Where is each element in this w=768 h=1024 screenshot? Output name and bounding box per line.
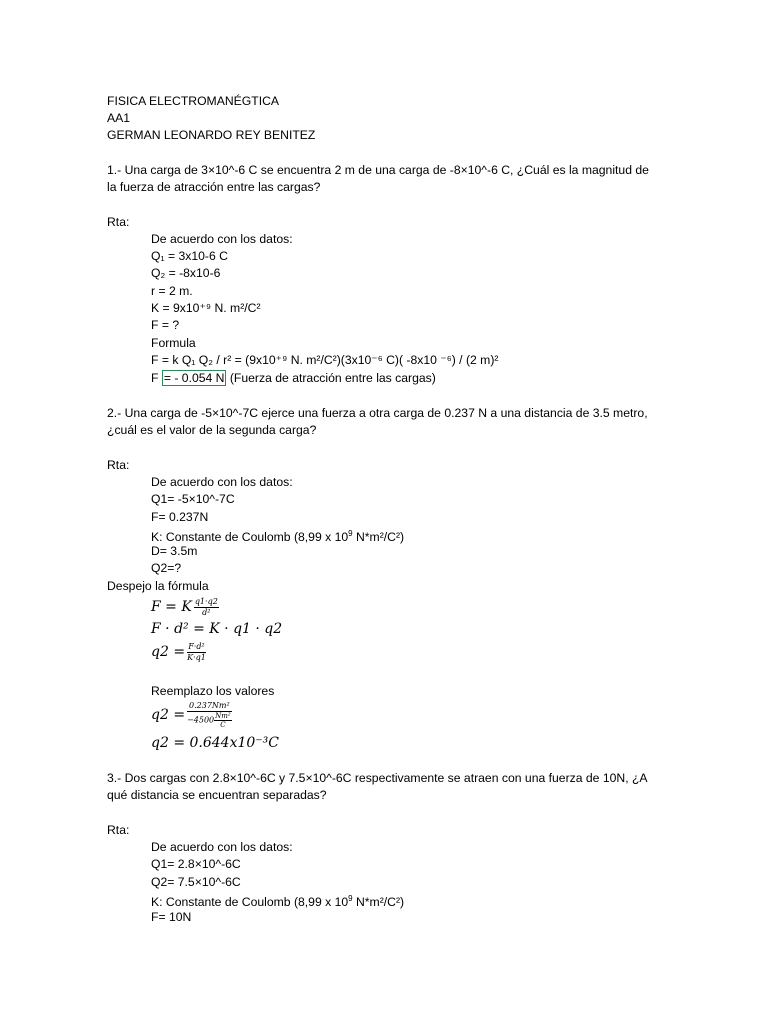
p2-d: D= 3.5m	[151, 544, 198, 558]
p2-eq4-den-prefix: −4500	[187, 715, 215, 725]
p2-question-line2: ¿cuál es el valor de la segunda carga?	[107, 423, 317, 437]
p2-eq1-den: d²	[202, 607, 211, 617]
p1-result-value: = - 0.054 N	[163, 371, 225, 385]
p1-f: F = ?	[151, 318, 180, 332]
p3-k-end: N*m²/C²)	[352, 895, 405, 909]
p2-q1: Q1= -5×10^-7C	[151, 492, 235, 506]
p1-intro: De acuerdo con los datos:	[151, 232, 293, 246]
p1-q1: Q₁ = 3x10-6 C	[151, 249, 228, 263]
p2-k-end: N*m²/C²)	[352, 530, 405, 544]
p2-eq4-lhs: q2 =	[151, 707, 186, 723]
p3-rta: Rta:	[107, 823, 130, 837]
p2-eq2: F · d² = K · q1 · q2	[151, 621, 283, 637]
p3-k	[151, 891, 404, 910]
p3-question-line2: qué distancia se encuentran separadas?	[107, 788, 327, 802]
p2-eq1-fraction	[194, 597, 219, 618]
p2-eq1	[151, 596, 219, 618]
p1-result-prefix: F	[151, 371, 162, 385]
p3-q1: Q1= 2.8×10^-6C	[151, 857, 241, 871]
p1-result-note: (Fuerza de atracción entre las cargas)	[226, 371, 436, 385]
p2-k-text: K: Constante de Coulomb (8,99 x 10	[151, 530, 349, 544]
p2-eq3-num: F·d²	[188, 641, 205, 651]
p2-eq3-fraction	[187, 642, 206, 663]
p1-k: K = 9x10⁺⁹ N. m²/C²	[151, 301, 261, 315]
p3-q2: Q2= 7.5×10^-6C	[151, 875, 241, 889]
p2-reemplazo: Reemplazo los valores	[151, 684, 275, 698]
p2-eq4-den	[187, 712, 232, 729]
p1-formula-label: Formula	[151, 336, 196, 350]
p2-k-exp: 9	[348, 529, 353, 538]
p2-eq1-lhs: F = K	[151, 599, 192, 615]
p1-r: r = 2 m.	[151, 284, 193, 298]
p1-q2: Q₂ = -8x10-6	[151, 266, 221, 280]
p2-eq3-lhs: q2 =	[151, 644, 186, 660]
p3-question-line1: 3.- Dos cargas con 2.8×10^-6C y 7.5×10^-6C respectivamente se atraen con una fuerza de 10N, ¿A	[107, 771, 648, 785]
p2-eq4	[151, 701, 232, 729]
author-name: GERMAN LEONARDO REY BENITEZ	[107, 128, 316, 142]
p3-k-text: K: Constante de Coulomb (8,99 x 10	[151, 895, 349, 909]
p1-question-line1: 1.- Una carga de 3×10^-6 C se encuentra 2 m de una carga de -8×10^-6 C, ¿Cuál es la magnitud de	[107, 163, 649, 177]
p2-eq4-den-den: C	[220, 721, 226, 729]
p2-intro: De acuerdo con los datos:	[151, 475, 293, 489]
p2-eq1-num: q1·q2	[194, 596, 218, 606]
p2-question-line1: 2.- Una carga de -5×10^-7C ejerce una fuerza a otra carga de 0.237 N a una distancia de 3.5 metro,	[107, 406, 648, 420]
p2-eq4-inner-fraction	[214, 712, 232, 729]
p3-intro: De acuerdo con los datos:	[151, 840, 293, 854]
p1-rta: Rta:	[107, 215, 130, 229]
course-title: FISICA ELECTROMANÉGTICA	[107, 94, 280, 108]
p2-eq4-fraction	[187, 701, 232, 729]
p3-k-exp: 9	[348, 894, 353, 903]
p1-question-line2: la fuerza de atracción entre las cargas?	[107, 180, 321, 194]
p2-eq4-num: 0.237Nm²	[189, 701, 230, 710]
p2-rta: Rta:	[107, 458, 130, 472]
p2-eq5: q2 = 0.644x10⁻³C	[151, 735, 280, 751]
p2-eq3-den: K·q1	[187, 652, 206, 662]
p2-f: F= 0.237N	[151, 510, 209, 524]
p2-q2: Q2=?	[151, 561, 182, 575]
p2-despejo: Despejo la fórmula	[107, 579, 209, 593]
p3-f: F= 10N	[151, 910, 192, 924]
p2-eq4-den-num: Nm²	[215, 712, 231, 720]
p2-eq3	[151, 641, 206, 663]
p1-result	[151, 370, 436, 386]
p1-formula: F = k Q₁ Q₂ / r² = (9x10⁺⁹ N. m²/C²)(3x10⁻⁶ C)( -8x10 ⁻⁶) / (2 m)²	[151, 353, 499, 367]
activity-label: AA1	[107, 111, 131, 125]
